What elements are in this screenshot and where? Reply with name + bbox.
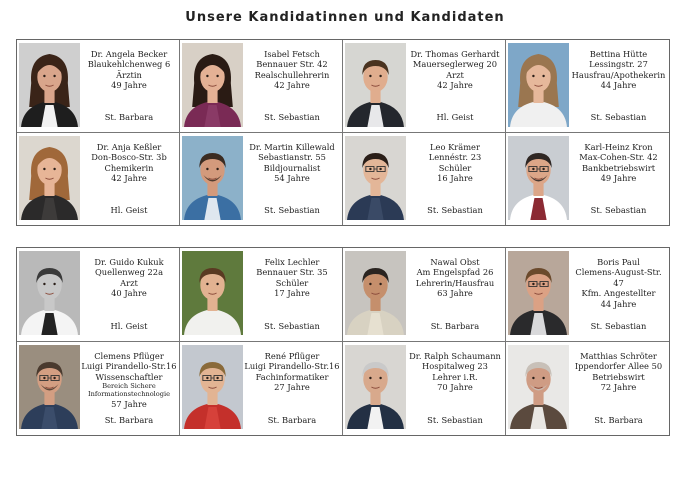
candidate-photo	[345, 136, 406, 220]
candidate-card	[17, 40, 180, 133]
candidate-info	[407, 248, 503, 341]
candidate-detail: 54 Jahre	[274, 173, 310, 184]
candidate-grid-2	[16, 247, 670, 436]
candidate-detail: 63 Jahre	[437, 288, 473, 299]
candidate-detail: 42 Jahre	[437, 80, 473, 91]
candidate-detail: Quellenweg 22a	[94, 267, 164, 278]
candidate-card	[506, 248, 669, 342]
candidate-photo	[182, 136, 243, 220]
candidate-detail: 42 Jahre	[274, 80, 310, 91]
candidate-info	[81, 342, 177, 435]
candidate-detail: 70 Jahre	[437, 382, 473, 393]
candidate-info	[81, 40, 177, 132]
candidate-detail: Schüler	[438, 162, 472, 173]
candidate-parish: St. Barbara	[267, 414, 317, 425]
candidate-photo	[182, 43, 243, 127]
candidate-photo	[345, 43, 406, 127]
candidate-parish: St. Sebastian	[427, 414, 483, 425]
candidate-photo	[182, 251, 243, 335]
candidate-detail: Schüler	[275, 277, 309, 288]
candidate-detail: Arzt	[446, 69, 464, 80]
candidate-name: Matthias Schröter	[580, 351, 657, 361]
candidate-info	[81, 248, 177, 341]
candidate-detail: 44 Jahre	[600, 298, 637, 309]
candidate-name: Isabel Fetsch	[264, 49, 320, 59]
candidate-info	[407, 133, 503, 225]
candidate-parish: St. Sebastian	[264, 111, 320, 122]
candidate-name: René Pflüger	[264, 351, 320, 361]
candidate-card	[506, 40, 669, 133]
candidate-info	[244, 40, 340, 132]
candidate-parish: St. Barbara	[104, 111, 154, 122]
candidate-detail: Don-Bosco-Str. 3b	[91, 152, 167, 163]
candidate-photo	[508, 345, 569, 429]
candidate-card	[343, 342, 506, 435]
candidate-detail: Fachinformatiker	[255, 371, 329, 382]
candidate-detail: Bildjournalist	[263, 162, 321, 173]
candidate-detail: Bennauer Str. 35	[256, 267, 328, 278]
candidate-parish: St. Sebastian	[590, 111, 647, 122]
candidate-card	[180, 248, 343, 342]
candidate-name: Karl-Heinz Kron	[584, 142, 653, 152]
candidate-info	[407, 40, 503, 132]
candidate-info	[570, 133, 667, 225]
candidate-parish: St. Barbara	[430, 320, 480, 331]
candidate-detail: Lessingstr. 27	[589, 59, 648, 70]
candidate-photo	[345, 251, 406, 335]
candidate-name: Clemens Pflüger	[94, 351, 164, 361]
candidate-parish: Hl. Geist	[110, 320, 148, 331]
candidate-detail: Hospitalweg 23	[422, 361, 488, 372]
candidate-detail-small: Bereich Sichere	[102, 382, 156, 391]
candidate-photo	[508, 251, 569, 335]
candidate-name: Dr. Guido Kukuk	[94, 257, 164, 267]
candidate-card	[506, 133, 669, 225]
candidate-card	[180, 40, 343, 133]
candidate-parish: St. Sebastian	[590, 204, 647, 215]
candidate-card	[180, 342, 343, 435]
candidate-detail: 72 Jahre	[600, 382, 637, 393]
candidate-detail: Clemens-August-Str. 47	[575, 267, 662, 288]
candidate-detail: Ippendorfer Allee 50	[574, 361, 663, 372]
candidate-name: Dr. Anja Keßler	[96, 142, 162, 152]
candidate-detail: Mauerseglerweg 20	[412, 59, 498, 70]
candidate-card	[343, 133, 506, 225]
candidate-detail: 57 Jahre	[111, 398, 147, 409]
candidate-info	[570, 342, 667, 435]
candidate-parish: Hl. Geist	[436, 111, 474, 122]
candidate-parish: St. Sebastian	[264, 204, 320, 215]
candidate-parish: St. Sebastian	[590, 320, 647, 331]
candidate-card	[17, 248, 180, 342]
candidate-photo	[508, 43, 569, 127]
candidate-info	[570, 40, 667, 132]
candidate-detail: Chemikerin	[104, 162, 154, 173]
candidate-name: Dr. Ralph Schaumann	[409, 351, 501, 361]
candidate-parish: St. Sebastian	[264, 320, 320, 331]
candidate-detail: Kfm. Angestellter	[581, 288, 656, 299]
candidate-name: Bettina Hütte	[589, 49, 648, 59]
candidate-detail: 44 Jahre	[600, 80, 637, 91]
candidate-detail: Max-Cohen-Str. 42	[579, 152, 658, 163]
candidate-name: Nawal Obst	[430, 257, 480, 267]
candidate-detail: Luigi Pirandello-Str.16	[244, 361, 340, 372]
candidate-name: Leo Krämer	[430, 142, 480, 152]
candidate-photo	[508, 136, 569, 220]
candidate-detail: 42 Jahre	[111, 173, 147, 184]
candidate-detail: 16 Jahre	[437, 173, 473, 184]
candidate-detail: Blaukehlchenweg 6	[87, 59, 171, 70]
candidate-info	[407, 342, 503, 435]
candidate-detail: Arzt	[120, 277, 138, 288]
candidate-detail-small: Informationstechnologie	[88, 390, 170, 399]
candidate-detail: Lennéstr. 23	[428, 152, 482, 163]
candidate-detail: 17 Jahre	[274, 288, 310, 299]
candidate-parish: St. Barbara	[104, 414, 154, 425]
candidate-detail: 40 Jahre	[111, 288, 147, 299]
candidate-detail: Bankbetriebswirt	[581, 162, 656, 173]
candidate-photo	[19, 345, 80, 429]
page-title: Unsere Kandidatinnen und Kandidaten	[185, 10, 505, 25]
candidate-detail: Sebastianstr. 55	[258, 152, 326, 163]
candidate-detail: Ärztin	[116, 69, 142, 80]
candidate-card	[343, 248, 506, 342]
candidate-parish: St. Sebastian	[427, 204, 483, 215]
candidate-name: Dr. Martin Killewald	[249, 142, 335, 152]
candidate-card	[506, 342, 669, 435]
candidate-detail: 49 Jahre	[111, 80, 147, 91]
candidate-parish: St. Barbara	[594, 414, 643, 425]
candidate-detail: 27 Jahre	[274, 382, 310, 393]
candidate-detail: Realschullehrerin	[254, 69, 330, 80]
candidate-photo	[19, 251, 80, 335]
candidate-name: Felix Lechler	[264, 257, 320, 267]
candidate-detail: Lehrerin/Hausfrau	[415, 277, 495, 288]
candidate-name: Dr. Angela Becker	[90, 49, 168, 59]
candidate-name: Dr. Thomas Gerhardt	[410, 49, 500, 59]
candidate-parish: Hl. Geist	[110, 204, 148, 215]
candidate-photo	[182, 345, 243, 429]
candidate-card	[180, 133, 343, 225]
candidate-info	[570, 248, 667, 341]
candidate-detail: Hausfrau/Apothekerin	[571, 69, 666, 80]
candidate-detail: Bennauer Str. 42	[256, 59, 328, 70]
candidate-card	[17, 133, 180, 225]
candidate-info	[244, 248, 340, 341]
candidate-info	[244, 342, 340, 435]
candidate-photo	[19, 43, 80, 127]
candidate-detail: Betriebswirt	[592, 371, 645, 382]
candidate-info	[81, 133, 177, 225]
candidate-detail: Luigi Pirandello-Str.16	[81, 361, 177, 372]
candidate-detail: Wissenschaftler	[95, 371, 163, 382]
candidate-card	[17, 342, 180, 435]
candidate-grid-1	[16, 39, 670, 226]
candidate-name: Boris Paul	[597, 257, 640, 267]
candidate-photo	[345, 345, 406, 429]
candidate-detail: Lehrer i.R.	[432, 371, 478, 382]
candidate-info	[244, 133, 340, 225]
candidate-detail: Am Engelspfad 26	[416, 267, 494, 278]
candidate-detail: 49 Jahre	[600, 173, 637, 184]
candidate-photo	[19, 136, 80, 220]
candidate-card	[343, 40, 506, 133]
